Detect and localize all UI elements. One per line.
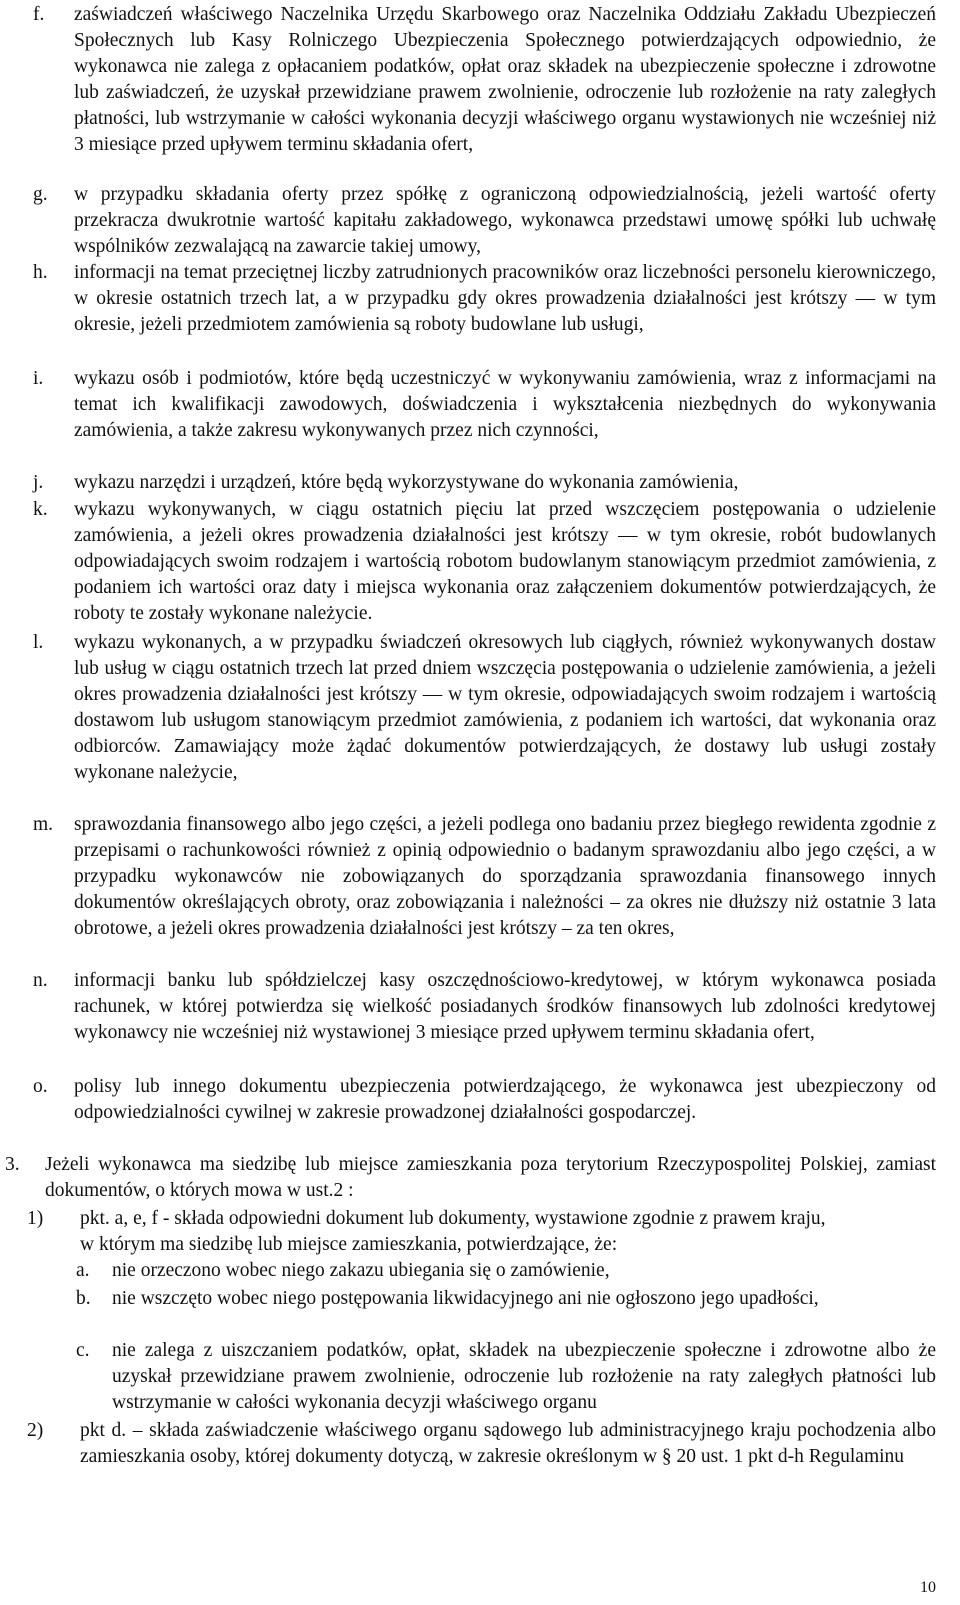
list-item-text: zaświadczeń właściwego Naczelnika Urzędu Skarbowego oraz Naczelnika Oddziału Zakładu Ubezpieczeń Społecznych lub Kasy Rolniczego Ubezpieczenia Społecznego potwierdzających odpowiednio, że wykonawca nie zalega z opłacaniem podatków, opłat oraz składek na ubezpieczenie społeczne i zdrowotne lub zaświadczeń, że uzyskał przewidziane prawem zwolnienie, odroczenie lub rozłożenie na raty zaległych płatności, lub wstrzymanie w całości wykonania decyzji właściwego organu wystawionych nie wcześniej niż 3 miesiące przed upływem terminu składania ofert, (74, 4, 936, 155)
page-number: 10 (920, 1579, 936, 1596)
list-marker: o. (33, 1076, 48, 1097)
numbered-item-text: pkt. a, e, f - składa odpowiedni dokument lub dokumenty, wystawione zgodnie z prawem kraju, (80, 1208, 826, 1229)
numbered-marker: 1) (27, 1208, 44, 1229)
numbered-item-text: w którym ma siedzibę lub miejsce zamieszkania, potwierdzające, że: (80, 1234, 618, 1255)
list-marker: g. (33, 184, 48, 205)
list-item-g (33, 182, 936, 260)
list-marker: a. (76, 1260, 90, 1281)
list-marker: l. (33, 632, 44, 653)
numbered-marker: 2) (27, 1420, 44, 1441)
section-3 (5, 1152, 936, 1204)
list-item-k (33, 497, 936, 627)
list-item-text: informacji banku lub spółdzielczej kasy oszczędnościowo-kredytowej, w którym wykonawca posiada rachunek, w której potwierdza się wielkość posiadanych środków finansowych lub zdolności kredytowej wykonawcy nie wcześniej niż wystawionej 3 miesiące przed upływem terminu składania ofert, (74, 970, 936, 1043)
list-item-j (33, 470, 936, 496)
list-item-text: nie zalega z uiszczaniem podatków, opłat, składek na ubezpieczenie społeczne i zdrowotne albo że uzyskał przewidziane prawem zwolnienie, odroczenie lub rozłożenie na raty zaległych płatności lub wstrzymanie w całości wykonania decyzji właściwego organu (112, 1340, 936, 1413)
list-item-text: wykazu wykonanych, a w przypadku świadczeń okresowych lub ciągłych, również wykonywanych dostaw lub usług w ciągu ostatnich trzech lat przed dniem wszczęcia postępowania o udzielenie zamówienia, a jeżeli okres prowadzenia działalności jest krótszy — w tym okresie, odpowiadających swoim rodzajem i wartością dostawom lub usługom stanowiącym przedmiot zamówienia, z podaniem ich wartości, dat wykonania oraz odbiorców. Zamawiający może żądać dokumentów potwierdzających, że dostawy lub usługi zostały wykonane należycie, (74, 632, 936, 783)
numbered-item-1 (27, 1206, 936, 1232)
list-item-f (33, 2, 936, 158)
list-item-text: nie wszczęto wobec niego postępowania likwidacyjnego ani nie ogłoszono jego upadłości, (112, 1288, 819, 1309)
list-item-text: wykazu narzędzi i urządzeń, które będą wykorzystywane do wykonania zamówienia, (74, 472, 739, 493)
sub-item-b (76, 1286, 936, 1312)
list-item-text: w przypadku składania oferty przez spółkę z ograniczoną odpowiedzialnością, jeżeli wartość oferty przekracza dwukrotnie wartość kapitału zakładowego, wykonawca przedstawi umowę spółki lub uchwałę wspólników zezwalającą na zawarcie takiej umowy, (74, 184, 936, 257)
list-item-text: wykazu wykonywanych, w ciągu ostatnich pięciu lat przed wszczęciem postępowania o udzielenie zamówienia, a jeżeli okres prowadzenia działalności jest krótszy — w tym okresie, robót budowlanych odpowiadających swoim rodzajem i wartością robotom budowlanym stanowiącym przedmiot zamówienia, z podaniem ich wartości oraz daty i miejsca wykonania oraz załączeniem dokumentów potwierdzających, że roboty te zostały wykonane należycie. (74, 499, 936, 624)
list-item-i (33, 366, 936, 444)
list-marker: k. (33, 499, 48, 520)
sub-item-a (76, 1258, 936, 1284)
numbered-item-text: pkt d. – składa zaświadczenie właściwego organu sądowego lub administracyjnego kraju pochodzenia albo zamieszkania osoby, której dokumenty dotyczą, w zakresie określonym w § 20 ust. 1 pkt d-h Regulaminu (80, 1420, 936, 1467)
list-marker: c. (76, 1340, 90, 1361)
list-item-text: nie orzeczono wobec niego zakazu ubiegania się o zamówienie, (112, 1260, 610, 1281)
numbered-item-1-continuation (80, 1232, 942, 1258)
list-item-l (33, 630, 936, 786)
list-marker: h. (33, 262, 48, 283)
list-marker: m. (33, 814, 54, 835)
sub-item-c (76, 1338, 936, 1416)
list-item-n (33, 968, 936, 1046)
numbered-item-2 (27, 1418, 936, 1470)
list-marker: b. (76, 1288, 91, 1309)
list-item-text: wykazu osób i podmiotów, które będą uczestniczyć w wykonywaniu zamówienia, wraz z informacjami na temat ich kwalifikacji zawodowych, doświadczenia i wykształcenia niezbędnych do wykonywania zamówienia, a także zakresu wykonywanych przez nich czynności, (74, 368, 936, 441)
list-item-m (33, 812, 936, 942)
list-item-h (33, 260, 936, 338)
list-marker: j. (33, 472, 44, 493)
section-text: Jeżeli wykonawca ma siedzibę lub miejsce zamieszkania poza terytorium Rzeczypospolitej Polskiej, zamiast dokumentów, o których mowa w ust.2 : (45, 1154, 936, 1201)
list-item-o (33, 1074, 936, 1126)
section-marker: 3. (5, 1154, 20, 1175)
list-marker: f. (33, 4, 45, 25)
list-marker: i. (33, 368, 44, 389)
list-item-text: informacji na temat przeciętnej liczby zatrudnionych pracowników oraz liczebności personelu kierowniczego, w okresie ostatnich trzech lat, a w przypadku gdy okres prowadzenia działalności jest krótszy — w tym okresie, jeżeli przedmiotem zamówienia są roboty budowlane lub usługi, (74, 262, 936, 335)
list-marker: n. (33, 970, 48, 991)
list-item-text: polisy lub innego dokumentu ubezpieczenia potwierdzającego, że wykonawca jest ubezpieczony od odpowiedzialności cywilnej w zakresie prowadzonej działalności gospodarczej. (74, 1076, 936, 1123)
list-item-text: sprawozdania finansowego albo jego części, a jeżeli podlega ono badaniu przez biegłego rewidenta zgodnie z przepisami o rachunkowości również z opinią odpowiednio o badanym sprawozdaniu albo jego części, a w przypadku wykonawców nie zobowiązanych do sporządzania sprawozdania finansowego innych dokumentów określających obroty, oraz zobowiązania i należności – za okres nie dłuższy niż ostatnie 3 lata obrotowe, a jeżeli okres prowadzenia działalności jest krótszy – za ten okres, (74, 814, 936, 939)
